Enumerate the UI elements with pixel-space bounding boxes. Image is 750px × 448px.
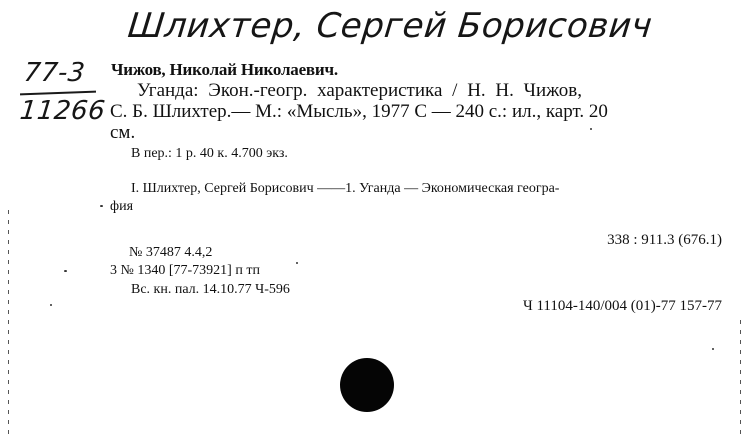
scan-speck [712, 348, 714, 350]
book-chamber-stamp: Вс. кн. пал. 14.10.77 Ч-596 [131, 282, 290, 297]
author-heading: Чижов, Николай Николаевич. [111, 60, 338, 79]
publisher-code: Ч 11104-140/004 (01)-77 157-77 [522, 298, 722, 314]
tracing-line-2: фия [110, 199, 134, 214]
title-line-3: см. [110, 122, 136, 143]
card-punch-hole [340, 358, 394, 412]
tracing-line-1: I. Шлихтер, Сергей Борисович ——1. Уганда — Экономическая геогра- [131, 181, 560, 196]
scan-speck [590, 128, 592, 130]
udc-classification: 338 : 911.3 (676.1) [607, 232, 722, 248]
title-line-1: Уганда: Экон.-геогр. характеристика / Н. Н. Чижов, [137, 80, 583, 101]
handwritten-call-number-top: 77-3 [22, 58, 87, 88]
handwritten-name: Шлихтер, Сергей Борисович [125, 6, 655, 46]
scan-speck [296, 262, 298, 264]
scan-edge-left [8, 210, 9, 440]
record-number: 3 № 1340 [77-73921] п тп [110, 263, 260, 278]
price-line: В пер.: 1 р. 40 к. 4.700 экз. [131, 146, 288, 161]
scan-speck [64, 270, 67, 272]
title-line-2: С. Б. Шлихтер.— М.: «Мысль», 1977 С — 240 с.: ил., карт. 20 [110, 101, 608, 122]
scan-edge-right [740, 320, 741, 440]
call-number-divider [20, 91, 96, 96]
accession-number: № 37487 4.4,2 [129, 245, 213, 260]
scan-speck [50, 304, 52, 306]
scan-speck [100, 205, 103, 207]
handwritten-call-number-bottom: 11266 [18, 96, 107, 126]
